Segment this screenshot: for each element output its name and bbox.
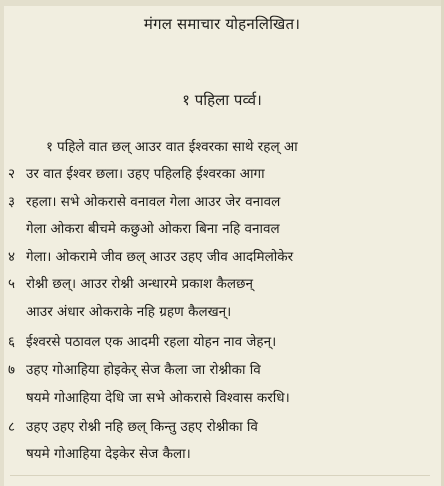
verse-text: रोश्नी छल्। आउर रोश्नी अन्धारमे प्रकाश कैलछन् [26, 276, 253, 292]
verse-number: १ [46, 139, 54, 155]
verse-text: उहए गोआहिया होइकेर् सेज कैला जा रोश्नीका वि [26, 362, 261, 378]
running-title: मंगल समाचार योहनलिखित। [143, 15, 301, 33]
verse-text: षयमे गोआहिया देधि जा सभे ओकरासे विश्वास करधि। [26, 390, 290, 406]
verse-number: २ [8, 166, 16, 182]
verse-text: षयमे गोआहिया देइकेर सेज कैला। [26, 446, 191, 462]
bottom-edge-rule [10, 475, 430, 476]
verse-text: गेला ओकरा बीचमे कछुओ ओकरा बिना नहि वनावल [26, 221, 280, 237]
chapter-heading: १ पहिला पर्व्व। [182, 91, 262, 109]
page-edge-top [0, 0, 444, 6]
verse-text: गेला। ओकरामे जीव छल् आउर उहए जीव आदमिलोकेर [26, 249, 294, 265]
verse-line [8, 248, 293, 266]
verse-number: ८ [8, 419, 16, 435]
verse-line [8, 303, 231, 321]
verse-text: उर वात ईश्वर छला। उहए पहिलहि ईश्वरका आगा [26, 166, 265, 182]
verse-line [8, 220, 280, 238]
page-edge-left [0, 0, 4, 486]
verse-text: उहए उहए रोश्नी नहि छल् किन्तु उहए रोश्नीका वि [26, 419, 258, 435]
verse-text: पहिले वात छल् आउर वात ईश्वरका साथे रहल् आ [57, 139, 298, 155]
verse-line [8, 193, 280, 211]
verse-line [8, 333, 276, 351]
verse-line [8, 389, 290, 407]
verse-number: ३ [8, 194, 16, 210]
verse-text: आउर अंधार ओकराके नहि ग्रहण कैलखन्। [26, 304, 232, 320]
verse-line [8, 275, 253, 293]
verse-line [8, 445, 191, 463]
verse-line [46, 138, 298, 156]
verse-text: ईश्वरसे पठावल एक आदमी रहला योहन नाव जेहन्। [26, 334, 277, 350]
verse-number: ५ [8, 276, 16, 292]
verse-number: ६ [8, 334, 16, 350]
verse-line [8, 418, 258, 436]
verse-number: ७ [8, 362, 16, 378]
verse-line [8, 165, 265, 183]
verse-text: रहला। सभे ओकरासे वनावल गेला आउर जेर वनावल [26, 194, 281, 210]
verse-line [8, 361, 261, 379]
verse-number: ४ [8, 249, 16, 265]
